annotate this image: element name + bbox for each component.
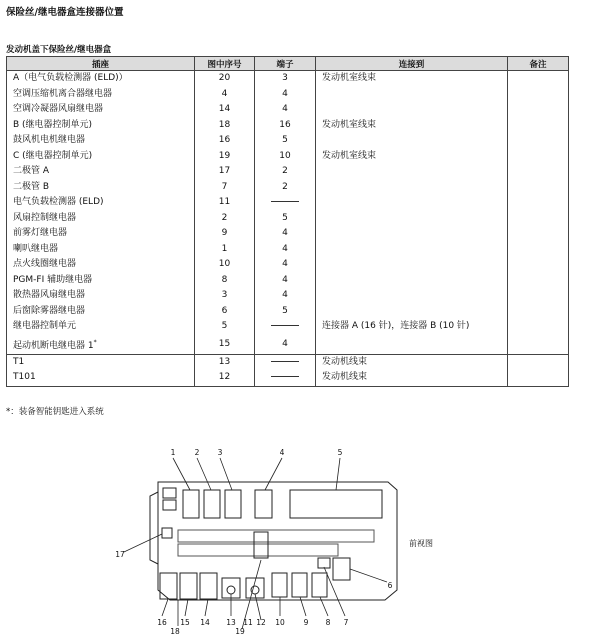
terminal-cell: 5 bbox=[255, 133, 316, 149]
table-row bbox=[7, 102, 569, 118]
number-cell: 8 bbox=[195, 273, 255, 289]
relay-14 bbox=[200, 573, 217, 599]
number-cell: 5 bbox=[195, 319, 255, 335]
fuse-box-outline bbox=[158, 482, 397, 600]
relay-8 bbox=[312, 573, 327, 597]
table-row bbox=[7, 211, 569, 227]
table-row bbox=[7, 288, 569, 304]
terminal-cell: 5 bbox=[255, 304, 316, 320]
connects-to-cell bbox=[316, 288, 508, 304]
remarks-cell bbox=[508, 354, 569, 370]
relay-control-unit-5 bbox=[290, 490, 382, 518]
remarks-cell bbox=[508, 319, 569, 335]
table-row bbox=[7, 87, 569, 103]
connects-to-cell: 发动机线束 bbox=[316, 354, 508, 370]
diode-17 bbox=[162, 528, 172, 538]
socket-cell: 空调压缩机离合器继电器 bbox=[7, 87, 195, 103]
table-row bbox=[7, 304, 569, 320]
remarks-cell bbox=[508, 304, 569, 320]
header-connects-to: 连接到 bbox=[316, 57, 508, 71]
terminal-cell: 4 bbox=[255, 87, 316, 103]
terminal-cell: 3 bbox=[255, 71, 316, 87]
connects-to-cell bbox=[316, 195, 508, 211]
callout-3: 3 bbox=[217, 448, 223, 457]
remarks-cell bbox=[508, 87, 569, 103]
remarks-cell bbox=[508, 149, 569, 165]
callout-13: 13 bbox=[226, 618, 236, 627]
relay-10 bbox=[272, 573, 287, 597]
front-view-label: 前视图 bbox=[409, 539, 433, 548]
connects-to-cell bbox=[316, 133, 508, 149]
connects-to-cell bbox=[316, 102, 508, 118]
table-row bbox=[7, 71, 569, 87]
socket-cell: 起动机断电继电器 1* bbox=[7, 335, 195, 355]
terminal-cell: 4 bbox=[255, 102, 316, 118]
callout-10: 10 bbox=[275, 618, 285, 627]
fuse-box-diagram bbox=[0, 440, 602, 638]
table-row bbox=[7, 180, 569, 196]
terminal-cell: 16 bbox=[255, 118, 316, 134]
callout-4: 4 bbox=[279, 448, 285, 457]
table-row bbox=[7, 133, 569, 149]
relay-15 bbox=[180, 573, 197, 599]
number-cell: 12 bbox=[195, 370, 255, 386]
socket-cell: 二极管 A bbox=[7, 164, 195, 180]
number-cell: 4 bbox=[195, 87, 255, 103]
table-row bbox=[7, 118, 569, 134]
socket-cell: T101 bbox=[7, 370, 195, 386]
connects-to-cell bbox=[316, 273, 508, 289]
connects-to-cell bbox=[316, 304, 508, 320]
socket-cell: 点火线圈继电器 bbox=[7, 257, 195, 273]
callout-8: 8 bbox=[325, 618, 331, 627]
number-cell: 3 bbox=[195, 288, 255, 304]
socket-cell: 风扇控制继电器 bbox=[7, 211, 195, 227]
terminal-cell: 4 bbox=[255, 226, 316, 242]
remarks-cell bbox=[508, 195, 569, 211]
terminal-cell bbox=[255, 354, 316, 370]
header-socket: 插座 bbox=[7, 57, 195, 71]
remarks-cell bbox=[508, 370, 569, 386]
callout-9: 9 bbox=[303, 618, 309, 627]
relay-9 bbox=[292, 573, 307, 597]
terminal-cell: 2 bbox=[255, 180, 316, 196]
relay-4 bbox=[255, 490, 272, 518]
socket-cell: 后窗除雾器继电器 bbox=[7, 304, 195, 320]
remarks-cell bbox=[508, 257, 569, 273]
number-cell: 16 bbox=[195, 133, 255, 149]
remarks-cell bbox=[508, 335, 569, 355]
terminal-cell: 4 bbox=[255, 335, 316, 355]
connects-to-cell bbox=[316, 242, 508, 258]
connects-to-cell bbox=[316, 226, 508, 242]
dash-mark bbox=[271, 361, 299, 362]
socket-cell: 电气负载检测器 (ELD) bbox=[7, 195, 195, 211]
number-cell: 10 bbox=[195, 257, 255, 273]
remarks-cell bbox=[508, 288, 569, 304]
terminal-cell: 5 bbox=[255, 211, 316, 227]
relay-6 bbox=[333, 558, 350, 580]
table-row bbox=[7, 164, 569, 180]
socket-cell: 喇叭继电器 bbox=[7, 242, 195, 258]
relay-2 bbox=[204, 490, 220, 518]
header-number: 图中序号 bbox=[195, 57, 255, 71]
connects-to-cell bbox=[316, 180, 508, 196]
table-header-row bbox=[7, 57, 569, 71]
callout-18: 18 bbox=[170, 627, 180, 636]
socket-cell: 继电器控制单元 bbox=[7, 319, 195, 335]
header-remarks: 备注 bbox=[508, 57, 569, 71]
connects-to-cell bbox=[316, 87, 508, 103]
callout-15: 15 bbox=[180, 618, 190, 627]
terminal-13 bbox=[227, 586, 235, 594]
table-row bbox=[7, 149, 569, 165]
footnote: *：装备智能钥匙进入系统 bbox=[6, 407, 104, 417]
callout-2: 2 bbox=[194, 448, 200, 457]
number-cell: 15 bbox=[195, 335, 255, 355]
footnote-marker: * bbox=[93, 338, 97, 346]
callout-14: 14 bbox=[200, 618, 210, 627]
eld-11 bbox=[254, 532, 268, 558]
connects-to-cell: 发动机线束 bbox=[316, 370, 508, 386]
table-body bbox=[7, 71, 569, 387]
connects-to-cell bbox=[316, 335, 508, 355]
number-cell: 1 bbox=[195, 242, 255, 258]
table-row bbox=[7, 242, 569, 258]
terminal-cell: 10 bbox=[255, 149, 316, 165]
callout-17: 17 bbox=[115, 550, 125, 559]
relay-16 bbox=[160, 573, 177, 599]
remarks-cell bbox=[508, 180, 569, 196]
remarks-cell bbox=[508, 133, 569, 149]
terminal-cell: 4 bbox=[255, 257, 316, 273]
table-row bbox=[7, 226, 569, 242]
table-row bbox=[7, 354, 569, 370]
connects-to-cell bbox=[316, 164, 508, 180]
dash-mark bbox=[271, 325, 299, 326]
socket-cell: 二极管 B bbox=[7, 180, 195, 196]
table-row bbox=[7, 335, 569, 355]
section-title: 发动机盖下保险丝/继电器盒 bbox=[6, 45, 112, 55]
relay-1 bbox=[183, 490, 199, 518]
number-cell: 2 bbox=[195, 211, 255, 227]
table-row bbox=[7, 319, 569, 335]
dash-mark bbox=[271, 201, 299, 202]
socket-cell: 散热器风扇继电器 bbox=[7, 288, 195, 304]
connects-to-cell bbox=[316, 257, 508, 273]
terminal-cell bbox=[255, 370, 316, 386]
number-cell: 18 bbox=[195, 118, 255, 134]
table-row bbox=[7, 195, 569, 211]
connector-table bbox=[6, 56, 569, 387]
connects-to-cell: 连接器 A (16 针)，连接器 B (10 针) bbox=[316, 319, 508, 335]
remarks-cell bbox=[508, 242, 569, 258]
connects-to-cell: 发动机室线束 bbox=[316, 118, 508, 134]
remarks-cell bbox=[508, 273, 569, 289]
page-title: 保险丝/继电器盒连接器位置 bbox=[6, 7, 124, 18]
callout-11: 11 bbox=[243, 618, 253, 627]
number-cell: 13 bbox=[195, 354, 255, 370]
number-cell: 19 bbox=[195, 149, 255, 165]
table-row bbox=[7, 273, 569, 289]
diode-7 bbox=[318, 558, 330, 568]
socket-cell: C (继电器控制单元) bbox=[7, 149, 195, 165]
socket-cell: 空调冷凝器风扇继电器 bbox=[7, 102, 195, 118]
connects-to-cell: 发动机室线束 bbox=[316, 149, 508, 165]
remarks-cell bbox=[508, 226, 569, 242]
terminal-cell: 2 bbox=[255, 164, 316, 180]
callout-19: 19 bbox=[235, 627, 245, 636]
relay-3 bbox=[225, 490, 241, 518]
number-cell: 11 bbox=[195, 195, 255, 211]
socket-cell: T1 bbox=[7, 354, 195, 370]
dash-mark bbox=[271, 376, 299, 377]
terminal-cell: 4 bbox=[255, 273, 316, 289]
socket-cell: B (继电器控制单元) bbox=[7, 118, 195, 134]
remarks-cell bbox=[508, 164, 569, 180]
socket-cell: A（电气负载检测器 (ELD)） bbox=[7, 71, 195, 87]
callout-12: 12 bbox=[256, 618, 266, 627]
number-cell: 17 bbox=[195, 164, 255, 180]
table-row bbox=[7, 370, 569, 386]
remarks-cell bbox=[508, 211, 569, 227]
number-cell: 20 bbox=[195, 71, 255, 87]
number-cell: 9 bbox=[195, 226, 255, 242]
socket-cell: PGM-FI 辅助继电器 bbox=[7, 273, 195, 289]
remarks-cell bbox=[508, 102, 569, 118]
connects-to-cell: 发动机室线束 bbox=[316, 71, 508, 87]
table-row bbox=[7, 257, 569, 273]
number-cell: 7 bbox=[195, 180, 255, 196]
socket-cell: 鼓风机电机继电器 bbox=[7, 133, 195, 149]
callout-5: 5 bbox=[337, 448, 343, 457]
connects-to-cell bbox=[316, 211, 508, 227]
remarks-cell bbox=[508, 118, 569, 134]
remarks-cell bbox=[508, 71, 569, 87]
terminal-cell bbox=[255, 195, 316, 211]
callout-7: 7 bbox=[343, 618, 349, 627]
header-terminal: 端子 bbox=[255, 57, 316, 71]
terminal-cell bbox=[255, 319, 316, 335]
terminal-cell: 4 bbox=[255, 288, 316, 304]
callout-16: 16 bbox=[157, 618, 167, 627]
terminal-cell: 4 bbox=[255, 242, 316, 258]
callout-1: 1 bbox=[170, 448, 176, 457]
number-cell: 6 bbox=[195, 304, 255, 320]
callout-6: 6 bbox=[387, 581, 393, 590]
number-cell: 14 bbox=[195, 102, 255, 118]
socket-cell: 前雾灯继电器 bbox=[7, 226, 195, 242]
